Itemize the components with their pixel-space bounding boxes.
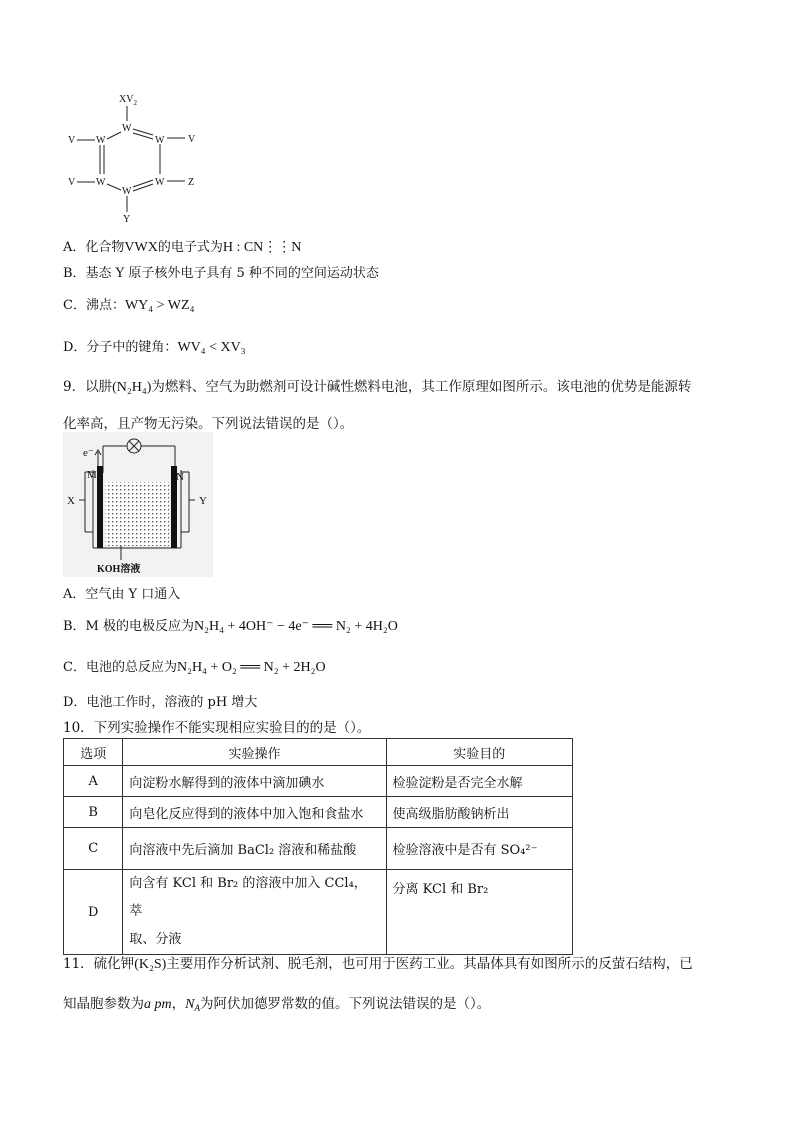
- table-row: [64, 870, 573, 955]
- q11-stem-line1: [63, 952, 693, 973]
- koh-solution: [105, 482, 169, 546]
- row-a-operation: 向淀粉水解得到的液体中滴加碘水: [123, 766, 386, 797]
- q11-number: 11．硫化钾: [63, 956, 135, 972]
- q11-k2s-formula: (K₂S): [134, 957, 167, 972]
- fuel-cell-diagram: [63, 432, 213, 577]
- q8-option-b: B．基态 Y 原子核外电子具有 5 种不同的空间运动状态: [63, 266, 379, 281]
- q8-a-prefix: A．化合物: [63, 240, 125, 255]
- q9-option-b: [63, 615, 398, 635]
- atom-v-2: V: [188, 134, 196, 145]
- q11-na-subscript: A: [194, 1003, 200, 1013]
- q11-stem-end: 为阿伏加德罗常数的值。下列说法错误的是（）。: [199, 996, 491, 1012]
- q9-stem-line2: 化率高，且产物无污染。下列说法错误的是（）。: [63, 416, 354, 432]
- q11-comma: ，: [171, 996, 186, 1012]
- table-header-row: [64, 739, 573, 766]
- q9-hydrazine-formula: (N₂H₄): [112, 380, 152, 395]
- q11-param-prefix: 知晶胞参数为: [63, 996, 144, 1012]
- electrode-m: [97, 466, 103, 548]
- row-d-operation-line2: 取、分液: [129, 932, 182, 947]
- q8-a-electron-formula: H : CN⋮⋮N: [222, 240, 302, 255]
- atom-w-4: W: [96, 177, 106, 188]
- row-d-operation: [123, 870, 386, 955]
- q9-number: 9．以肼: [63, 379, 113, 395]
- q10-title: 10．下列实验操作不能实现相应实验目的的是（）。: [63, 720, 371, 736]
- q8-option-c: [63, 294, 194, 314]
- q9-stem-text: 为燃料、空气为助燃剂可设计碱性燃料电池，其工作原理如图所示。该电池的优势是能源转: [151, 379, 692, 395]
- label-x: X: [67, 495, 75, 507]
- q11-stem-text: 主要用作分析试剂、脱毛剂，也可用于医药工业。其晶体具有如图所示的反萤石结构，已: [166, 956, 693, 972]
- atom-y: Y: [123, 214, 131, 225]
- experiment-table: [63, 738, 573, 955]
- q8-option-a: [63, 236, 301, 256]
- q9-option-c: [63, 656, 326, 676]
- table-row: [64, 828, 573, 870]
- q8-d-prefix: D．分子中的键角：: [63, 340, 178, 355]
- row-d-option: D: [64, 870, 123, 955]
- atom-v-3: V: [68, 177, 76, 188]
- row-c-operation: 向溶液中先后滴加 BaCl₂ 溶液和稀盐酸: [123, 828, 386, 870]
- label-y: Y: [199, 495, 207, 507]
- atom-v-1: V: [68, 135, 76, 146]
- atom-w-6: W: [122, 186, 132, 197]
- row-d-purpose: 分离 KCl 和 Br₂: [386, 870, 573, 955]
- q9-c-prefix: C．电池的总反应为: [63, 660, 177, 675]
- q11-lattice-parameter: a pm: [144, 997, 172, 1012]
- group-xv2: $XV_2$: [119, 94, 137, 107]
- header-option: 选项: [64, 739, 123, 766]
- q8-option-d: [63, 336, 246, 356]
- row-c-purpose: 检验溶液中是否有 SO₄²⁻: [386, 828, 573, 870]
- table-row: [64, 766, 573, 797]
- table-row: [64, 797, 573, 828]
- q9-c-equation: N₂H₄ + O₂ ══ N₂ + 2H₂O: [176, 660, 326, 675]
- label-electron: e⁻: [83, 447, 94, 459]
- row-b-option: B: [64, 797, 123, 828]
- atom-w-2: W: [96, 135, 106, 146]
- row-d-operation-line1: 向含有 KCl 和 Br₂ 的溶液中加入 CCl₄，萃: [129, 876, 367, 919]
- label-n: N: [176, 471, 184, 483]
- row-a-purpose: 检验淀粉是否完全水解: [386, 766, 573, 797]
- label-m: M: [87, 469, 97, 481]
- q9-stem-line1: [63, 375, 691, 396]
- row-b-operation: 向皂化反应得到的液体中加入饱和食盐水: [123, 797, 386, 828]
- q8-c-prefix: C．沸点：: [63, 298, 125, 313]
- row-a-option: A: [64, 766, 123, 797]
- q8-c-formula: WY₄ > WZ₄: [124, 298, 195, 313]
- row-b-purpose: 使高级脂肪酸钠析出: [386, 797, 573, 828]
- label-koh-solution: KOH溶液: [97, 564, 141, 575]
- atom-w-5: W: [155, 177, 165, 188]
- q11-avogadro-symbol: [185, 997, 200, 1012]
- molecule-structure-diagram: [63, 88, 213, 228]
- q11-stem-line2: [63, 992, 490, 1013]
- atom-w-3: W: [155, 135, 165, 146]
- q8-d-formula: WV₄ < XV₃: [177, 340, 246, 355]
- q9-option-a: A．空气由 Y 口通入: [63, 587, 181, 602]
- atom-z: Z: [188, 177, 195, 188]
- q11-na-letter: N: [185, 997, 195, 1012]
- atom-w-1: W: [122, 123, 132, 134]
- q9-b-equation: N₂H₄ + 4OH⁻ − 4e⁻ ══ N₂ + 4H₂O: [194, 619, 398, 634]
- header-operation: 实验操作: [123, 739, 386, 766]
- q8-a-formula: VWX: [124, 240, 158, 255]
- q9-option-d: D．电池工作时，溶液的 pH 增大: [63, 695, 258, 710]
- header-purpose: 实验目的: [386, 739, 573, 766]
- q9-b-prefix: B．M 极的电极反应为: [63, 619, 194, 634]
- q8-a-suffix: 的电子式为: [157, 240, 223, 255]
- row-c-option: C: [64, 828, 123, 870]
